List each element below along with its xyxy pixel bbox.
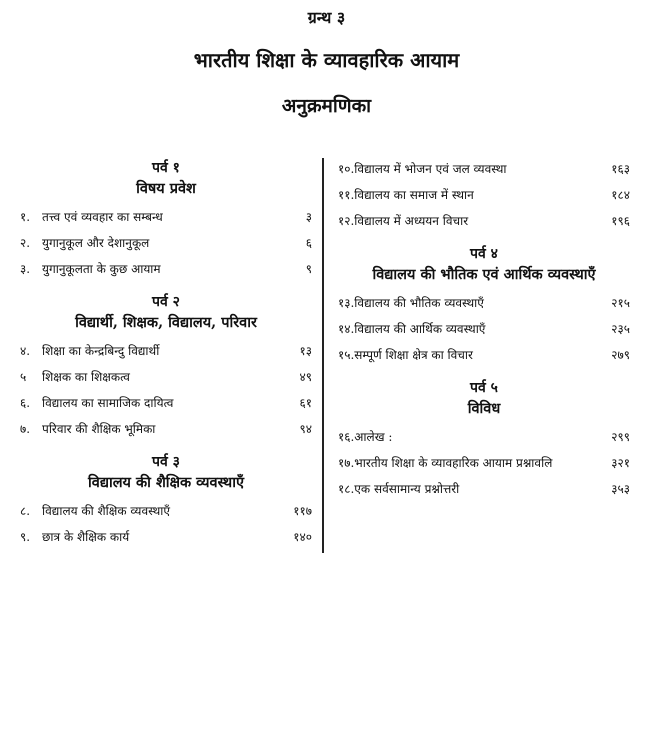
toc-entry	[338, 316, 630, 342]
parva-heading: विद्यालय की भौतिक एवं आर्थिक व्यवस्थाएँ	[372, 266, 596, 283]
entry-page: १३	[299, 344, 312, 358]
toc-entry	[20, 364, 312, 390]
parva-label: पर्व ५	[470, 380, 498, 396]
entry-page: ३	[305, 210, 312, 224]
book-title: भारतीय शिक्षा के व्यावहारिक आयाम	[193, 48, 460, 72]
entry-number: १४.	[338, 322, 355, 336]
parva-heading: विविध	[467, 400, 501, 417]
entry-page: १८४	[611, 188, 630, 202]
entry-page: ९	[305, 262, 312, 276]
entry-number: ६.	[20, 396, 31, 410]
toc-entry	[338, 342, 630, 368]
entry-page: २३५	[611, 322, 630, 336]
entry-page: १४०	[293, 530, 312, 544]
entry-title: युगानुकूलता के कुछ आयाम	[42, 262, 161, 276]
entry-title: तत्त्व एवं व्यवहार का सम्बन्ध	[42, 210, 163, 224]
entry-page: ३२१	[611, 456, 630, 470]
entry-page: ९४	[299, 422, 312, 436]
entry-number: २.	[20, 236, 31, 250]
entry-title: विद्यालय की शैक्षिक व्यवस्थाएँ	[42, 504, 170, 518]
toc-section	[338, 156, 630, 234]
parva-label: पर्व ३	[152, 454, 180, 470]
parva-label: पर्व ४	[470, 246, 498, 262]
entry-page: २७९	[611, 348, 630, 362]
entry-title: परिवार की शैक्षिक भूमिका	[42, 422, 156, 436]
entry-title: आलेख :	[354, 430, 393, 444]
entry-number: १२.	[338, 214, 355, 228]
toc-entry	[20, 230, 312, 256]
entry-title: शिक्षक का शिक्षकत्व	[42, 370, 130, 384]
entry-number: ५	[20, 370, 27, 384]
entry-title: छात्र के शैक्षिक कार्य	[42, 530, 130, 544]
toc-section	[20, 158, 312, 282]
parva-heading: विषय प्रवेश	[136, 180, 196, 197]
entry-number: १.	[20, 210, 31, 224]
toc-entry	[20, 338, 312, 364]
toc-entry	[338, 182, 630, 208]
entry-title: विद्यालय में भोजन एवं जल व्यवस्था	[354, 162, 507, 176]
toc-entry	[20, 524, 312, 550]
entry-number: ४.	[20, 344, 31, 358]
entry-title: विद्यालय का सामाजिक दायित्व	[42, 396, 174, 410]
left-column	[20, 158, 312, 560]
entry-title: एक सर्वसामान्य प्रश्नोत्तरी	[354, 482, 460, 496]
entry-number: १८.	[338, 482, 355, 496]
entry-title: शिक्षा का केन्द्रबिन्दु विद्यार्थी	[42, 344, 160, 358]
parva-heading: विद्यार्थी, शिक्षक, विद्यालय, परिवार	[75, 314, 257, 331]
column-divider	[322, 158, 324, 553]
toc-entry	[20, 390, 312, 416]
toc-entry	[338, 450, 630, 476]
entry-title: विद्यालय की आर्थिक व्यवस्थाएँ	[354, 322, 486, 336]
entry-number: ३.	[20, 262, 31, 276]
toc-entry	[20, 416, 312, 442]
entry-page: ११७	[293, 504, 312, 518]
entry-number: ९.	[20, 530, 31, 544]
entry-title: विद्यालय का समाज में स्थान	[354, 188, 474, 202]
parva-heading: विद्यालय की शैक्षिक व्यवस्थाएँ	[88, 474, 244, 491]
entry-title: सम्पूर्ण शिक्षा क्षेत्र का विचार	[354, 348, 473, 362]
entry-title: विद्यालय की भौतिक व्यवस्थाएँ	[354, 296, 484, 310]
entry-page: २१५	[611, 296, 630, 310]
toc-entry	[338, 476, 630, 502]
entry-number: ८.	[20, 504, 31, 518]
toc-entry	[20, 204, 312, 230]
toc-entry	[338, 290, 630, 316]
entry-page: ६१	[299, 396, 312, 410]
entry-number: १३.	[338, 296, 355, 310]
entry-title: विद्यालय में अध्ययन विचार	[354, 214, 469, 228]
toc-entry	[20, 498, 312, 524]
entry-page: १६३	[611, 162, 630, 176]
entry-number: ११.	[338, 188, 355, 202]
toc-entry	[338, 156, 630, 182]
toc-entry	[338, 208, 630, 234]
toc-section	[338, 378, 630, 502]
toc-entry	[20, 256, 312, 282]
book-number: ग्रन्थ ३	[307, 8, 346, 27]
entry-number: १७.	[338, 456, 355, 470]
toc-section	[20, 292, 312, 442]
contents-heading: अनुक्रमणिका	[281, 95, 372, 117]
entry-title: भारतीय शिक्षा के व्यावहारिक आयाम प्रश्नावलि	[354, 456, 553, 470]
parva-label: पर्व २	[152, 294, 180, 310]
entry-page: ४९	[299, 370, 312, 384]
toc-entry	[338, 424, 630, 450]
entry-page: २९९	[611, 430, 630, 444]
right-column	[338, 158, 630, 512]
entry-page: ६	[305, 236, 312, 250]
entry-number: १६.	[338, 430, 355, 444]
entry-number: १५.	[338, 348, 355, 362]
entry-page: १९६	[611, 214, 630, 228]
entry-number: १०.	[338, 162, 355, 176]
parva-label: पर्व १	[152, 160, 180, 176]
entry-title: युगानुकूल और देशानुकूल	[42, 236, 150, 250]
toc-section	[338, 244, 630, 368]
toc-section	[20, 452, 312, 550]
entry-number: ७.	[20, 422, 31, 436]
entry-page: ३५३	[611, 482, 630, 496]
